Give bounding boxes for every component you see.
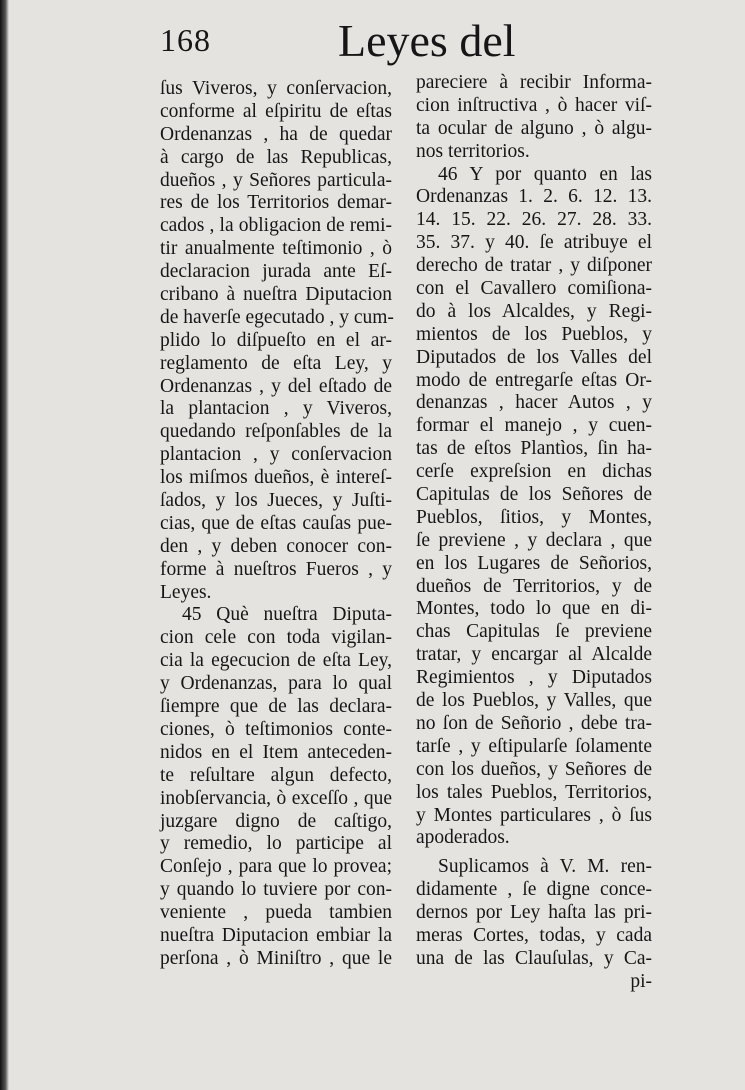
- page-number: 168: [160, 22, 211, 58]
- text-line: no ſon de Señorio , debe tra-: [416, 712, 652, 734]
- text-line: Pueblos, ſitios, y Montes,: [416, 506, 652, 528]
- text-line: den , y deben conocer con-: [160, 535, 392, 557]
- text-line: cia la egecucion de eſta Ley,: [160, 650, 392, 672]
- catchword: pi-: [630, 970, 652, 992]
- text-line: Suplicamos à V. M. ren-: [438, 856, 652, 878]
- text-line: y quando lo tuviere por con-: [160, 879, 392, 901]
- text-line: la plantacion , y Viveros,: [160, 398, 392, 420]
- text-line: ſados, y los Jueces, y Juſti-: [160, 490, 392, 512]
- text-line: con los dueños, y Señores de: [416, 758, 652, 780]
- text-line: ſe previene , y declara , que: [416, 529, 652, 551]
- text-line: dernos por Ley haſta las pri-: [416, 902, 652, 924]
- text-line: Ordenanzas , y del eſtado de: [160, 375, 392, 397]
- text-line: Ordenanzas , ha de quedar: [160, 123, 392, 145]
- text-line: en los Lugares de Señorios,: [416, 552, 652, 574]
- text-line: ſus Viveros, y conſervacion,: [160, 78, 392, 99]
- text-line: y Ordenanzas, para lo qual: [160, 673, 392, 695]
- text-line: pareciere à recibir Informa-: [416, 72, 652, 93]
- text-line: à cargo de las Republicas,: [160, 146, 392, 168]
- text-line: cias, que de eſtas cauſas pue-: [160, 512, 392, 534]
- text-line: juzgare digno de caſtigo,: [160, 810, 392, 832]
- text-line: nos territorios.: [416, 140, 530, 162]
- text-line: de los Pueblos, y Valles, que: [416, 690, 652, 712]
- text-line: denanzas , hacer Autos , y: [416, 392, 652, 414]
- text-line: nidos en el Item anteceden-: [160, 741, 392, 763]
- text-line: cerſe expreſsion en dichas: [416, 461, 652, 483]
- text-line: cados , la obligacion de remi-: [160, 215, 392, 237]
- text-line: tir anualmente teſtimonio , ò: [160, 238, 392, 260]
- text-line: Conſejo , para que lo provea;: [160, 856, 392, 878]
- text-line: do à los Alcaldes, y Regi-: [416, 300, 652, 322]
- text-line: res de los Territorios demar-: [160, 192, 392, 214]
- text-line: con el Cavallero comiſiona-: [416, 278, 652, 300]
- text-line: declaracion jurada ante Eſ-: [160, 261, 392, 283]
- text-line: ſiempre que de las declara-: [160, 696, 392, 718]
- text-line: y remedio, lo participe al: [160, 833, 392, 855]
- text-line: 35. 37. y 40. ſe atribuye el: [416, 232, 652, 254]
- text-line: ciones, ò teſtimonios conte-: [160, 718, 392, 740]
- text-line: te reſultare algun defecto,: [160, 764, 392, 786]
- text-line: quedando reſponſables de la: [160, 421, 392, 443]
- text-line: y Montes particulares , ò ſus: [416, 804, 652, 826]
- text-line: conforme al eſpiritu de eſtas: [160, 100, 392, 122]
- text-line: tratar, y encargar al Alcalde: [416, 644, 652, 666]
- running-title: Leyes del: [338, 15, 516, 66]
- scan-edge-shadow: [0, 0, 9, 1090]
- text-line: cion inſtructiva , ò hacer viſ-: [416, 94, 652, 116]
- text-line: cion cele con toda vigilan-: [160, 627, 392, 649]
- text-line: ta ocular de alguno , ò algu-: [416, 117, 652, 139]
- text-line: formar el manejo , y cuen-: [416, 415, 652, 437]
- text-line: Capitulas de los Señores de: [416, 484, 652, 506]
- text-line: 45 Què nueſtra Diputa-: [182, 604, 392, 626]
- text-line: los tales Pueblos, Territorios,: [416, 781, 652, 803]
- left-column: [160, 78, 392, 971]
- text-line: Montes, todo lo que en di-: [416, 598, 652, 620]
- text-line: plido lo diſpueſto en el ar-: [160, 329, 392, 351]
- text-line: Diputados de los Valles del: [416, 346, 652, 368]
- text-line: Leyes.: [160, 581, 212, 603]
- text-line: tarſe , y eſtipularſe ſolamente: [416, 735, 652, 757]
- text-line: mientos de los Pueblos, y: [416, 323, 652, 345]
- right-column: [416, 72, 652, 994]
- text-line: derecho de tratar , y diſponer: [416, 255, 652, 277]
- text-line: tas de eſtos Plantìos, ſin ha-: [416, 438, 652, 460]
- text-line: Ordenanzas 1. 2. 6. 12. 13.: [416, 186, 652, 208]
- text-line: perſona , ò Miniſtro , que le: [160, 947, 392, 969]
- text-line: veniente , pueda tambien: [160, 902, 392, 924]
- text-line: plantacion , y conſervacion: [160, 444, 392, 466]
- text-line: modo de entregarſe eſtas Or-: [416, 369, 652, 391]
- text-line: didamente , ſe digne conce-: [416, 879, 652, 901]
- text-line: forme à nueſtros Fueros , y: [160, 558, 392, 580]
- text-line: dueños de Territorios, y de: [416, 575, 652, 597]
- text-line: dueños , y Señores particula-: [160, 169, 392, 191]
- text-line: los miſmos dueños, è intereſ-: [160, 467, 392, 489]
- text-line: inobſervancia, ò exceſſo , que: [160, 787, 392, 809]
- text-line: chas Capitulas ſe previene: [416, 621, 652, 643]
- text-line: reglamento de eſta Ley, y: [160, 352, 392, 374]
- text-line: 14. 15. 22. 26. 27. 28. 33.: [416, 209, 652, 231]
- text-line: de haverſe egecutado , y cum-: [160, 306, 394, 328]
- text-line: Regimientos , y Diputados: [416, 667, 652, 689]
- text-line: una de las Clauſulas, y Ca-: [416, 947, 652, 969]
- text-line: 46 Y por quanto en las: [438, 163, 652, 185]
- text-line: apoderados.: [416, 827, 510, 849]
- text-line: meras Cortes, todas, y cada: [416, 924, 652, 946]
- text-line: nueſtra Diputacion embiar la: [160, 924, 392, 946]
- text-line: cribano à nueſtra Diputacion: [160, 284, 392, 306]
